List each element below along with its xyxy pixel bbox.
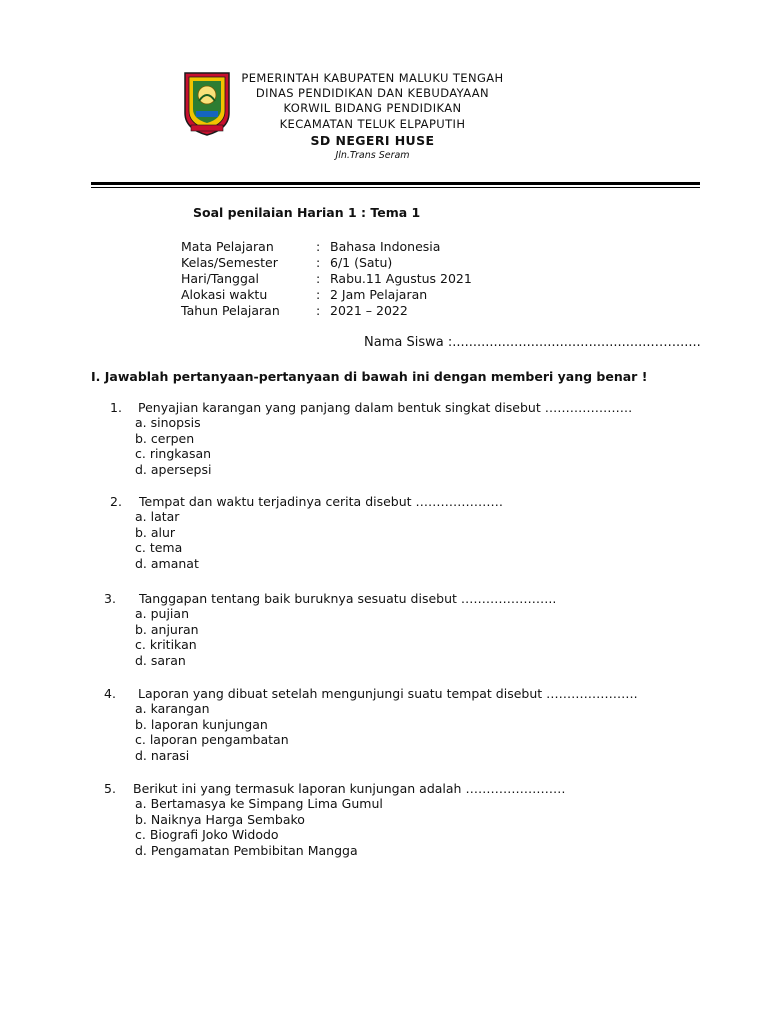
info-value: 2 Jam Pelajaran xyxy=(330,287,428,302)
answer-option: c. kritikan xyxy=(135,637,197,653)
info-value: Rabu.11 Agustus 2021 xyxy=(330,271,472,286)
answer-option: c. Biografi Joko Widodo xyxy=(135,827,279,843)
answer-option: a. sinopsis xyxy=(135,415,201,430)
answer-option: c. tema xyxy=(135,540,183,556)
question-text: Berikut ini yang termasuk laporan kunjungan adalah …………………… xyxy=(133,781,566,796)
header-korwil: KORWIL BIDANG PENDIDIKAN xyxy=(283,101,462,115)
answer-option: a. pujian xyxy=(135,606,189,621)
answer-option: b. cerpen xyxy=(135,430,195,446)
info-label: Kelas/Semester xyxy=(181,255,278,270)
student-name-field: Nama Siswa :.................................................…........ xyxy=(364,335,701,350)
answer-option: a. Bertamasya ke Simpang Lima Gumul xyxy=(135,796,383,811)
answer-option: b. anjuran xyxy=(135,621,199,637)
question-number: 3. xyxy=(104,591,116,606)
answer-option: c. ringkasan xyxy=(135,446,212,462)
question-text: Laporan yang dibuat setelah mengunjungi suatu tempat disebut …………………. xyxy=(138,686,638,701)
answer-option: d. narasi xyxy=(135,747,190,763)
instruction: I. Jawablah pertanyaan-pertanyaan di bawah ini dengan memberi yang benar ! xyxy=(91,369,648,384)
answer-option: b. Naiknya Harga Sembako xyxy=(135,811,305,827)
info-label: Tahun Pelajaran xyxy=(181,303,280,318)
info-label: Alokasi waktu xyxy=(181,287,268,302)
question-number: 2. xyxy=(110,494,122,509)
answer-option: d. Pengamatan Pembibitan Mangga xyxy=(135,842,358,858)
question-text: Tanggapan tentang baik buruknya sesuatu disebut ………………….. xyxy=(139,591,557,606)
header-government: PEMERINTAH KABUPATEN MALUKU TENGAH xyxy=(241,71,504,85)
question-number: 5. xyxy=(104,781,116,796)
question-text: Tempat dan waktu terjadinya cerita disebut ………………… xyxy=(139,494,504,509)
info-colon: : xyxy=(316,239,321,254)
school-address: Jln.Trans Seram xyxy=(335,150,410,161)
header-divider-thick xyxy=(91,182,700,185)
answer-option: b. laporan kunjungan xyxy=(135,716,268,732)
question-number: 4. xyxy=(104,686,116,701)
info-colon: : xyxy=(316,255,321,270)
answer-option: a. latar xyxy=(135,509,180,524)
answer-option: b. alur xyxy=(135,524,176,540)
school-name: SD NEGERI HUSE xyxy=(310,133,435,148)
info-value: Bahasa Indonesia xyxy=(330,239,441,254)
info-value: 6/1 (Satu) xyxy=(330,255,393,270)
info-label: Mata Pelajaran xyxy=(181,239,274,254)
answer-option: d. apersepsi xyxy=(135,461,212,477)
header-divider-thin xyxy=(91,187,700,188)
question-number: 1. xyxy=(110,400,122,415)
header-department: DINAS PENDIDIKAN DAN KEBUDAYAAN xyxy=(255,86,490,100)
info-value: 2021 – 2022 xyxy=(330,303,408,318)
exam-title: Soal penilaian Harian 1 : Tema 1 xyxy=(193,205,421,220)
answer-option: a. karangan xyxy=(135,701,210,716)
question-text: Penyajian karangan yang panjang dalam bentuk singkat disebut ………………… xyxy=(138,400,633,415)
answer-option: c. laporan pengambatan xyxy=(135,732,289,748)
answer-option: d. amanat xyxy=(135,555,199,571)
info-colon: : xyxy=(316,271,321,286)
info-colon: : xyxy=(316,303,321,318)
info-label: Hari/Tanggal xyxy=(181,271,260,286)
info-colon: : xyxy=(316,287,321,302)
answer-option: d. saran xyxy=(135,652,186,668)
header-district: KECAMATAN TELUK ELPAPUTIH xyxy=(279,117,466,131)
